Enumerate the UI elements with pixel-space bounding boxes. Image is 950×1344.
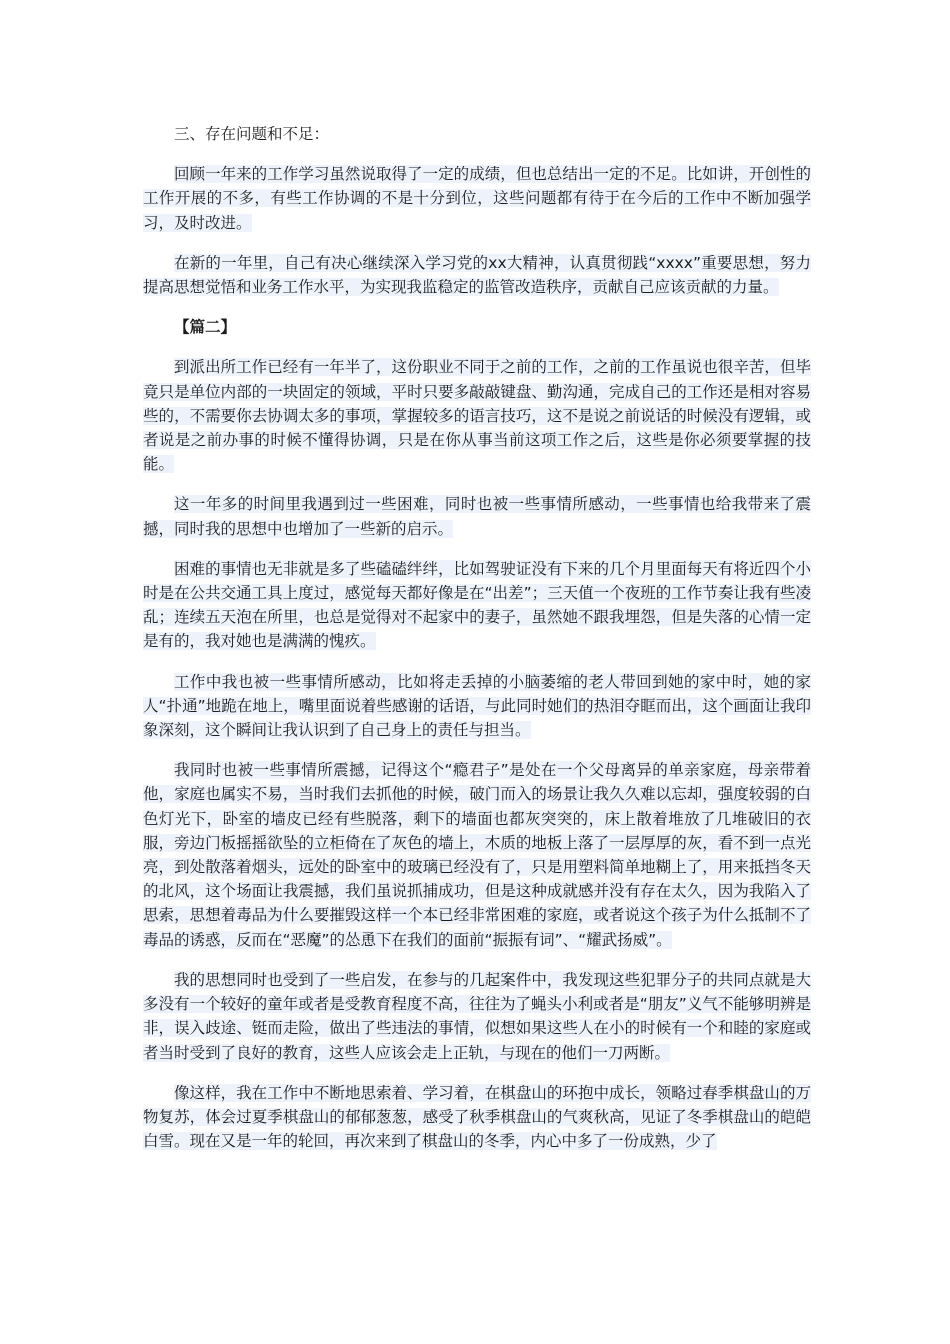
section-heading-problems: 三、存在问题和不足： bbox=[174, 125, 330, 143]
paragraph-text: 我同时也被一些事情所震撼，记得这个“瘾君子”是处在一个父母离异的单亲家庭，母亲带着他，家庭也属实不易，当时我们去抓他的时候，破门而入的场景让我久久难以忘却，强度较弱的白色灯光下，卧室的墙皮已经有些脱落，剩下的墙面也都灰突突的，床上散着堆放了几堆破旧的衣服，旁边门板摇摇欲坠的立柜倚在了灰色的墙上，木质的地板上落了一层厚厚的灰，看不到一点光亮，到处散落着烟头，远处的卧室中的玻璃已经没有了，只是用塑料简单地糊上了，用来抵挡冬天的北风，这个场面让我震撼，我们虽说抓捕成功，但是这种成就感并没有存在太久，因为我陷入了思索，思想着毒品为什么要摧毁这样一个本已经非常困难的家庭，或者说这个孩子为什么抵制不了毒品的诱惑，反而在“恶魔”的怂恿下在我们的面前“振振有词”、“耀武扬威”。 bbox=[143, 761, 811, 949]
paragraph bbox=[143, 492, 811, 540]
document-body bbox=[143, 122, 811, 1169]
part-heading: 【篇二】 bbox=[174, 318, 237, 337]
paragraph-text: 困难的事情也无非就是多了些磕磕绊绊，比如驾驶证没有下来的几个月里面每天有将近四个小时是在公共交通工具上度过，感觉每天都好像是在“出差”；三天值一个夜班的工作节奏让我有些凌乱；连续五天泡在所里，也总是觉得对不起家中的妻子，虽然她不跟我埋怨，但是失落的心情一定是有的，我对她也是满满的愧疚。 bbox=[143, 559, 811, 651]
paragraph bbox=[143, 251, 811, 299]
paragraph bbox=[143, 355, 811, 476]
paragraph-text: 这一年多的时间里我遇到过一些困难，同时也被一些事情所感动，一些事情也给我带来了震撼，同时我的思想中也增加了一些新的启示。 bbox=[143, 495, 811, 538]
paragraph bbox=[143, 557, 811, 654]
paragraph-text: 像这样，我在工作中不断地思索着、学习着，在棋盘山的环抱中成长，领略过春季棋盘山的万物复苏，体会过夏季棋盘山的郁郁葱葱，感受了秋季棋盘山的气爽秋高，见证了冬季棋盘山的皑皑白雪。现在又是一年的轮回，再次来到了棋盘山的冬季，内心中多了一份成熟，少了 bbox=[143, 1083, 811, 1151]
paragraph bbox=[143, 670, 811, 743]
paragraph bbox=[143, 1081, 811, 1154]
paragraph bbox=[143, 162, 811, 235]
paragraph-text: 到派出所工作已经有一年半了，这份职业不同于之前的工作，之前的工作虽说也很辛苦，但毕竟只是单位内部的一块固定的领域，平时只要多敲敲键盘、勤沟通，完成自己的工作还是相对容易些的，不需要你去协调太多的事项，掌握较多的语言技巧，这不是说之前说话的时候没有逻辑，或者说是之前办事的时候不懂得协调，只是在你从事当前这项工作之后，这些是你必须要掌握的技能。 bbox=[143, 358, 811, 474]
paragraph bbox=[143, 968, 811, 1065]
paragraph-text: 回顾一年来的工作学习虽然说取得了一定的成绩，但也总结出一定的不足。比如讲，开创性的工作开展的不多，有些工作协调的不是十分到位，这些问题都有待于在今后的工作中不断加强学习，及时改进。 bbox=[143, 165, 811, 232]
paragraph-text: 在新的一年里，自己有决心继续深入学习党的xx大精神，认真贯彻践“xxxx”重要思想，努力提高思想觉悟和业务工作水平，为实现我监稳定的监管改造秩序，贡献自己应该贡献的力量。 bbox=[143, 253, 811, 297]
paragraph-text: 我的思想同时也受到了一些启发，在参与的几起案件中，我发现这些犯罪分子的共同点就是大多没有一个较好的童年或者是受教育程度不高，往往为了蝇头小利或者是“朋友”义气不能够明辨是非，误入歧途、铤而走险，做出了些违法的事情，似想如果这些人在小的时候有一个和睦的家庭或者当时受到了良好的教育，这些人应该会走上正轨，与现在的他们一刀两断。 bbox=[143, 970, 811, 1062]
paragraph bbox=[143, 758, 811, 952]
paragraph-text: 工作中我也被一些事情所感动，比如将走丢掉的小脑萎缩的老人带回到她的家中时，她的家人“扑通”地跪在地上，嘴里面说着些感谢的话语，与此同时她们的热泪夺眶而出，这个画面让我印象深刻，这个瞬间让我认识到了自己身上的责任与担当。 bbox=[143, 672, 811, 740]
